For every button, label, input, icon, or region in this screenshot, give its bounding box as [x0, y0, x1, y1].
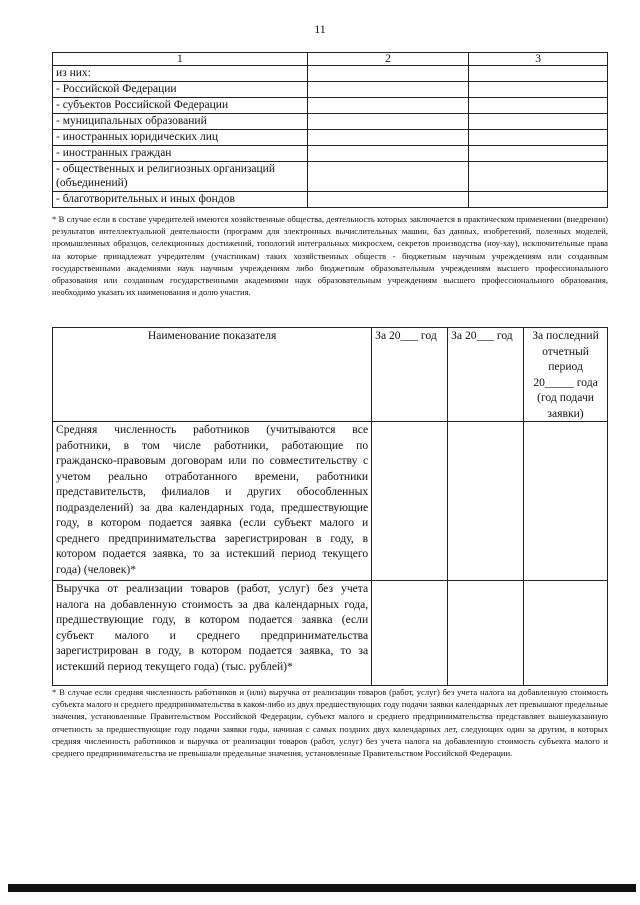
cell-value[interactable] — [469, 82, 608, 98]
cell-value[interactable] — [469, 66, 608, 82]
year2-header: За 20___ год — [448, 328, 524, 422]
cell-value[interactable] — [469, 192, 608, 208]
table-row — [53, 114, 608, 130]
footnote-founders: * В случае если в составе учредителей имеются хозяйственные общества, деятельность которых заключается в практическом применении (внедрении) результатов интеллектуальной деятельности (программ для электронных вычислительных машин, баз данных, изобретений, полезных моделей, промышленных образцов, селекционных достижений, топологий интегральных микросхем, секретов производства (ноу-хау), исключительные права на которые принадлежат учредителям (участникам) таких хозяйственных обществ - бюджетным научным учреждениям или созданным государственными академиями наук научным учреждениям либо бюджетным образовательным учреждениям высшего профессионального образования или созданным государственными академиями наук образовательным учреждениям высшего профессионального образования, необходимо указать их наименования и долю участия. — [52, 214, 608, 298]
table-row — [53, 98, 608, 114]
row-label: - субъектов Российской Федерации — [53, 98, 308, 114]
table-header-row — [53, 53, 608, 66]
indicators-table — [52, 327, 608, 686]
cell-value[interactable] — [524, 581, 608, 686]
cell-value[interactable] — [307, 146, 469, 162]
cell-value[interactable] — [448, 581, 524, 686]
cell-value[interactable] — [372, 422, 448, 581]
row-label: - иностранных юридических лиц — [53, 130, 308, 146]
cell-value[interactable] — [307, 82, 469, 98]
column-header: 1 — [53, 53, 308, 66]
cell-value[interactable] — [307, 192, 469, 208]
page-bottom-bar — [8, 884, 636, 892]
column-header: 3 — [469, 53, 608, 66]
cell-value[interactable] — [307, 130, 469, 146]
table-row — [53, 130, 608, 146]
cell-value[interactable] — [307, 162, 469, 192]
row-label: - Российской Федерации — [53, 82, 308, 98]
table-row — [53, 146, 608, 162]
cell-value[interactable] — [307, 66, 469, 82]
cell-value[interactable] — [469, 114, 608, 130]
cell-value[interactable] — [469, 162, 608, 192]
row-label: - благотворительных и иных фондов — [53, 192, 308, 208]
row-label: - иностранных граждан — [53, 146, 308, 162]
year1-header: За 20___ год — [372, 328, 448, 422]
last-period-header: За последний отчетный период 20_____ года (год подачи заявки) — [524, 328, 608, 422]
cell-value[interactable] — [469, 130, 608, 146]
cell-value[interactable] — [469, 98, 608, 114]
row-label: - муниципальных образований — [53, 114, 308, 130]
cell-value[interactable] — [524, 422, 608, 581]
table-row — [53, 192, 608, 208]
cell-value[interactable] — [307, 98, 469, 114]
table-row — [53, 422, 608, 581]
cell-value[interactable] — [372, 581, 448, 686]
row-label: - общественных и религиозных организаций (объединений) — [53, 162, 308, 192]
table-row — [53, 581, 608, 686]
table-header-row — [53, 328, 608, 422]
table-row — [53, 162, 608, 192]
cell-value[interactable] — [448, 422, 524, 581]
table-row — [53, 66, 608, 82]
founders-table — [52, 52, 608, 208]
page-number: 11 — [314, 22, 326, 36]
table-row — [53, 82, 608, 98]
column-header: 2 — [307, 53, 469, 66]
row-label: из них: — [53, 66, 308, 82]
indicator-headcount: Средняя численность работников (учитываются все работники, в том числе работники, работающие по гражданско-правовым договорам или по совместительству с учетом реально отработанного времени, работники представительств, филиалов и других обособленных подразделений) за два календарных года, предшествующие году, в котором подается заявка (если субъект малого и среднего предпринимательства зарегистрирован в году, в котором подается заявка, то за истекший период текущего года) (человек)* — [53, 422, 372, 581]
indicator-revenue: Выручка от реализации товаров (работ, услуг) без учета налога на добавленную стоимость за два календарных года, предшествующие году, в котором подается заявка (если субъект малого и среднего предпринимательства зарегистрирован в году, в котором подается заявка, то за истекший период текущего года) (тыс. рублей)* — [53, 581, 372, 686]
footnote-thresholds: * В случае если средняя численность работников и (или) выручка от реализации товаров (работ, услуг) без учета налога на добавленную стоимость субъекта малого и среднего предпринимательства в каком-либо из двух предшествующих году подачи заявки календарных лет превышают предельные значения, установленные Правительством Российской Федерации, субъект малого и среднего предпринимательства представляет вышеуказанную отчетность за предшествующие году подачи заявки годы, начиная с самых поздних двух календарных лет, следующих один за другим, в которых средняя численность работников и выручка от реализации товаров (работ, услуг) без учета налога на добавленную стоимость субъекта малого и среднего предпринимательства не превышали предельные значения, установленные Правительством Российской Федерации. — [52, 687, 608, 759]
cell-value[interactable] — [469, 146, 608, 162]
indicator-name-header: Наименование показателя — [53, 328, 372, 422]
cell-value[interactable] — [307, 114, 469, 130]
